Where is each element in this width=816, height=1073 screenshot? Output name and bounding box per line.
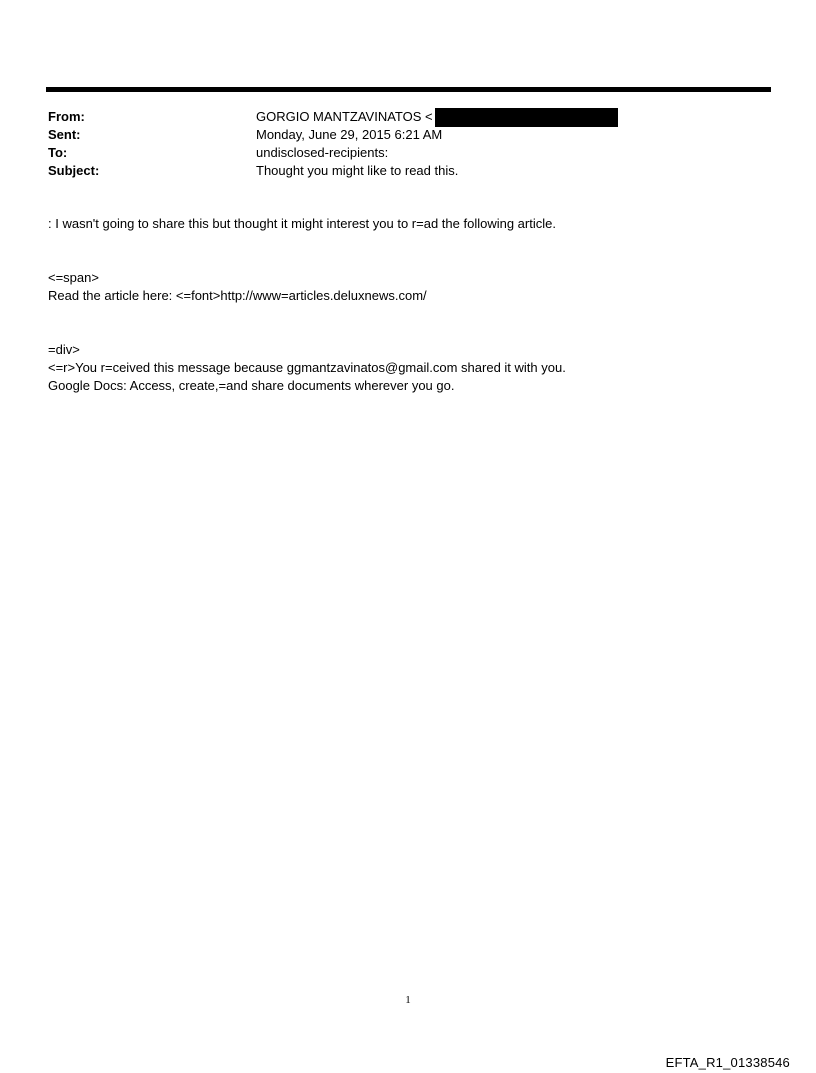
header-rule [46,87,771,92]
body-line: : I wasn't going to share this but thought it might interest you to r=ad the following article. [48,216,556,231]
from-row [48,108,768,126]
from-value-wrapper [256,108,618,127]
document-id: EFTA_R1_01338546 [665,1055,790,1070]
sent-label: Sent: [48,127,81,142]
body-line-article-link: Read the article here: <=font>http://www=articles.deluxnews.com/ [48,288,427,303]
body-line: Google Docs: Access, create,=and share documents wherever you go. [48,378,455,393]
sent-value: Monday, June 29, 2015 6:21 AM [256,127,443,142]
page-number: 1 [405,994,411,1006]
redaction-box [435,108,618,127]
email-header [48,108,768,180]
body-line: =div> [48,342,80,357]
to-label: To: [48,145,68,160]
to-row [48,144,768,162]
subject-label: Subject: [48,163,100,178]
subject-row [48,162,768,180]
sent-row [48,126,768,144]
from-label: From: [48,109,85,124]
body-line: <=r>You r=ceived this message because ggmantzavinatos@gmail.com shared it with you. [48,360,566,375]
subject-value: Thought you might like to read this. [256,163,459,178]
from-value: GORGIO MANTZAVINATOS < [256,109,433,124]
to-value: undisclosed-recipients: [256,145,389,160]
body-line: <=span> [48,270,99,285]
